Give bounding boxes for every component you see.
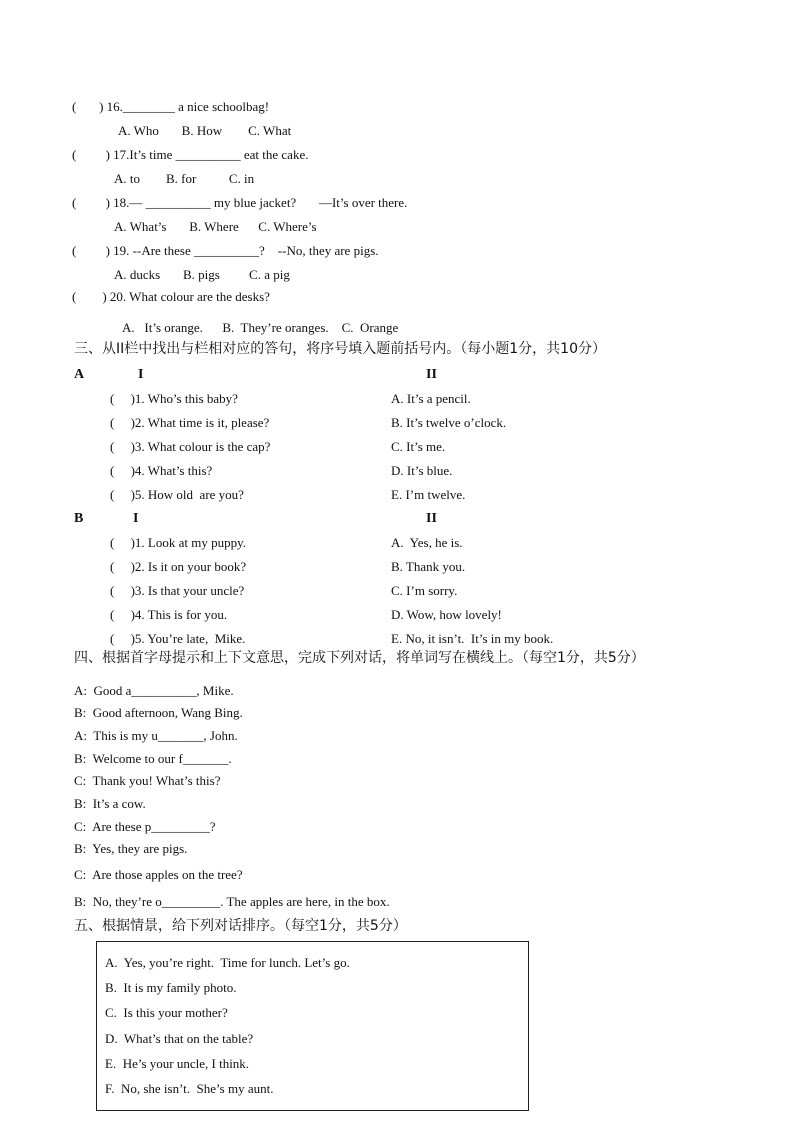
- dialogue-line: B: Yes, they are pigs.: [74, 841, 188, 856]
- section-b-question: ( )1. Look at my puppy.: [110, 535, 246, 550]
- section-b-answer: C. I’m sorry.: [391, 583, 458, 598]
- dialogue-line: A: This is my u_______, John.: [74, 728, 238, 743]
- section-b-question: ( )3. Is that your uncle?: [110, 583, 245, 598]
- question-17-options: A. to B. for C. in: [114, 171, 255, 186]
- section-a-answer: D. It’s blue.: [391, 463, 453, 478]
- ordering-item: C. Is this your mother?: [105, 1005, 228, 1020]
- section-a-answer: C. It’s me.: [391, 439, 446, 454]
- question-16: ( ) 16.________ a nice schoolbag!: [72, 99, 270, 114]
- ordering-item: E. He’s your uncle, I think.: [105, 1056, 250, 1071]
- ordering-item: F. No, she isn’t. She’s my aunt.: [105, 1081, 274, 1096]
- dialogue-line: A: Good a__________, Mike.: [74, 683, 234, 698]
- section-b-question: ( )4. This is for you.: [110, 607, 228, 622]
- question-17: ( ) 17.It’s time __________ eat the cake.: [72, 147, 309, 162]
- section-b-answer: E. No, it isn’t. It’s in my book.: [391, 631, 554, 646]
- section-a-answer: E. I’m twelve.: [391, 487, 466, 502]
- section-b-question: ( )5. You’re late, Mike.: [110, 631, 246, 646]
- part3-heading: 三、从II栏中找出与栏相对应的答句，将序号填入题前括号内。（每小题1分，共10分）: [74, 341, 606, 357]
- ordering-item: D. What’s that on the table?: [105, 1031, 254, 1046]
- section-b-answer: A. Yes, he is.: [391, 535, 463, 550]
- question-20: ( ) 20. What colour are the desks?: [72, 289, 270, 304]
- dialogue-line: C: Thank you! What’s this?: [74, 773, 221, 788]
- section-b-answer: D. Wow, how lovely!: [391, 607, 502, 622]
- section-b-label: B: [74, 511, 84, 526]
- dialogue-line: B: Good afternoon, Wang Bing.: [74, 705, 243, 720]
- section-a-col1: I: [138, 367, 144, 382]
- section-a-question: ( )2. What time is it, please?: [110, 415, 270, 430]
- dialogue-line: B: Welcome to our f_______.: [74, 751, 232, 766]
- section-a-question: ( )1. Who’s this baby?: [110, 391, 238, 406]
- question-19: ( ) 19. --Are these __________? --No, they are pigs.: [72, 243, 379, 258]
- section-a-question: ( )3. What colour is the cap?: [110, 439, 271, 454]
- question-18: ( ) 18.— __________ my blue jacket? —It’s over there.: [72, 195, 408, 210]
- dialogue-line: B: It’s a cow.: [74, 796, 146, 811]
- part4-heading: 四、根据首字母提示和上下文意思，完成下列对话，将单词写在横线上。（每空1分，共5分）: [74, 650, 645, 666]
- dialogue-line: B: No, they’re o_________. The apples are here, in the box.: [74, 894, 390, 909]
- question-18-options: A. What’s B. Where C. Where’s: [114, 219, 317, 234]
- dialogue-line: C: Are those apples on the tree?: [74, 867, 243, 882]
- section-a-question: ( )5. How old are you?: [110, 487, 244, 502]
- section-b-col2: II: [426, 511, 437, 526]
- question-19-options: A. ducks B. pigs C. a pig: [114, 267, 290, 282]
- question-20-options: A. It’s orange. B. They’re oranges. C. Orange: [122, 320, 399, 335]
- dialogue-line: C: Are these p_________?: [74, 819, 216, 834]
- part5-heading: 五、根据情景，给下列对话排序。（每空1分，共5分）: [74, 918, 407, 934]
- section-b-col1: I: [133, 511, 139, 526]
- ordering-item: A. Yes, you’re right. Time for lunch. Let’s go.: [105, 955, 350, 970]
- section-b-question: ( )2. Is it on your book?: [110, 559, 247, 574]
- ordering-item: B. It is my family photo.: [105, 980, 237, 995]
- section-a-answer: B. It’s twelve o’clock.: [391, 415, 507, 430]
- question-16-options: A. Who B. How C. What: [118, 123, 292, 138]
- section-b-answer: B. Thank you.: [391, 559, 466, 574]
- section-a-answer: A. It’s a pencil.: [391, 391, 471, 406]
- section-a-question: ( )4. What’s this?: [110, 463, 213, 478]
- section-a-col2: II: [426, 367, 437, 382]
- section-a-label: A: [74, 367, 85, 382]
